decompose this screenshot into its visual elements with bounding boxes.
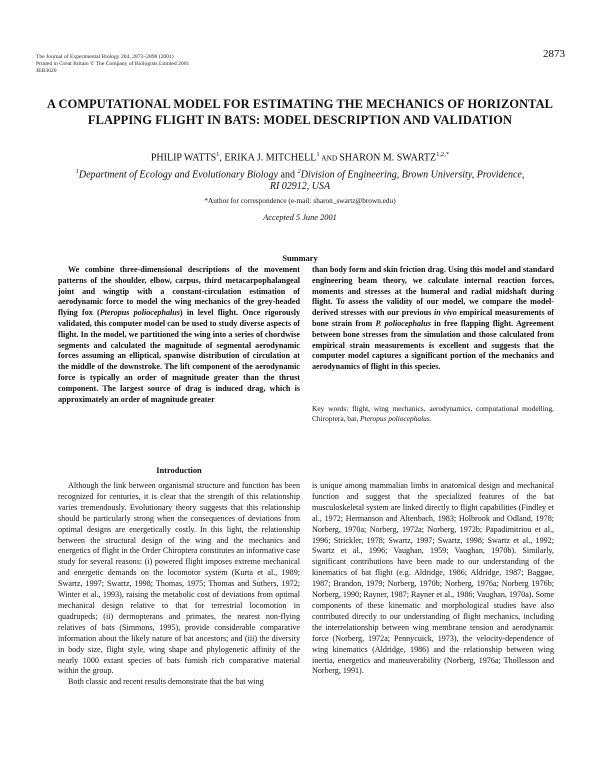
journal-code: JEB3620 — [36, 67, 57, 74]
affiliation-line-1 — [50, 166, 550, 181]
journal-info — [36, 54, 189, 75]
author-list — [40, 151, 560, 163]
summary-right-text-1: than body form and skin friction drag. Using this model and standard engineering beam theory, we calculate internal reaction forces, moments and stresses at the humeral and radial midshaft during flight. To assess the validity of our model, we compare the model-derived stresses with our previous — [312, 265, 554, 318]
keywords — [312, 404, 554, 424]
affiliation-line-2: RI 02912, USA — [269, 181, 331, 193]
summary-heading: Summary — [282, 254, 318, 263]
correspondence-note: *Author for correspondence (e-mail: sharon_swartz@brown.edu) — [204, 196, 396, 205]
journal-citation: The Journal of Experimental Biology 204, 2873–2898 (2001) — [36, 54, 174, 60]
summary-paragraph-right — [312, 265, 554, 373]
affil-and: and — [278, 169, 298, 181]
affiliations — [50, 166, 550, 193]
keywords-text: Key words: flight, wing mechanics, aerodynamics, computational modelling, Chiroptera, bat, — [312, 404, 554, 423]
author-swartz: SHARON M. SWARTZ — [339, 152, 437, 164]
intro-paragraph-2: Both classic and recent results demonstrate that the bat wing — [68, 677, 264, 687]
accepted-date: Accepted 5 June 2001 — [263, 213, 337, 222]
author-separator: , — [219, 152, 225, 164]
intro-paragraph-3: is unique among mammalian limbs in anatomical design and mechanical function and suggest that the specialized features of the bat musculoskeletal system are linked directly to flight capabilities (Findley et al., 1972; Hermanson and Altenbach, 1983; Holbrook and Odland, 1978; Norberg, 1970a; Norberg, 1972a; Norberg, 1972b; Papadimitriou et al., 1996; Strickler, 1978; Swartz, 1997; Swartz, 1998; Swartz et al., 1992; Swartz et al., 1996; Vaughan, 1959; Vaughan, 1970b). Similarly, significant contributions have been made to our understanding of the kinematics of bat flight (e.g. Aldridge, 1986; Aldridge, 1987; Baggøe, 1987; Brandon, 1979; Norberg, 1970b; Norberg, 1976a; Norberg 1976b; Norberg, 1990; Rayner, 1987; Rayner et al., 1986; Vaughan, 1970a). Some components of these kinematic and morphological studies have also contributed directly to our understanding of flight mechanics, including the interrelationship between wing membrane tension and aerodynamic force (Norberg, 1972a; Pennycuick, 1973), the velocity-dependence of wing kinematics (Aldridge, 1986) and the relationship between wing inertia, energetics and maneuverability (Norberg, 1976a; Thollesson and Norberg, 1991). — [312, 481, 554, 676]
introduction-left-column — [58, 481, 300, 688]
summary-right-text-3: in free flapping flight. Agreement between bone stresses from the simulation and those calculated from empirical strain measurements is excellent and suggests that the computer model captures a significant portion of the mechanics and aerodynamics of flight in this species. — [312, 318, 554, 372]
author-swartz-sup: 1,2,* — [436, 151, 450, 158]
keywords-end: . — [429, 414, 432, 423]
affil-dept-2: Division of Engineering, Brown University, Providence, — [300, 169, 525, 181]
paper-title: A COMPUTATIONAL MODEL FOR ESTIMATING THE MECHANICS OF HORIZONTAL FLAPPING FLIGHT IN BATS: MODEL DESCRIPTION AND VALIDATION — [47, 97, 553, 127]
summary-left-text-1: We combine three-dimensional descriptions of the movement patterns of the shoulder, elbow, carpus, third metacarpophalangeal joint and wingtip with a constant-circulation estimation of aerodynamic force to model the wing mechanics of the grey-headed flying fox ( — [58, 265, 300, 318]
species-name: Pteropus poliocephalus — [99, 308, 180, 318]
intro-paragraph-1: Although the link between organismal structure and function has been recognized for centuries, it is clear that the strength of this relationship varies tremendously. Evolutionary theory suggests that this relationship should be particularly strong when the consequences of deviations from optimal designs are energetically costly. In this light, the relationship between the structural design of the wing and the mechanics and energetics of flight in the Order Chiroptera constitutes an informative case study for several reasons: (i) powered flight imposes extreme mechanical and energetic demands on the locomotor system (Kurta et al., 1989; Swartz, 1997; Swartz, 1998; Thomas, 1975; Thomas and Suthers, 1972; Winter et al., 1993), raising the metabolic cost of deviations from optimal mechanical design relative to that for terrestrial locomotion in quadrupeds; (ii) dermopterans and primates, the nearest non-flying relatives of bats (Simmons, 1995), provide considerable comparative information about the likely nature of bat ancestors; and (iii) the diversity in body size, flight style, wing shape and phylogenetic affinity of the nearly 1000 extant species of bats furnish rich comparative material within the group. — [58, 481, 300, 676]
journal-copyright: Printed in Great Britain © The Company of Biologists Limited 2001 — [36, 60, 190, 67]
page-number: 2873 — [543, 48, 565, 60]
summary-left-text-2: ) in level flight. Once rigorously validated, this computer model can be used to study diverse aspects of flight. In the model, we partitioned the wing into a series of chordwise segments and calculated the magnitude of segmental aerodynamic forces assuming an elliptical, spanwise distribution of circulation at the middle of the downstroke. The lift component of the aerodynamic force is typically an order of magnitude greater than the thrust component. The largest source of drag is induced drag, which is approximately an order of magnitude greater — [58, 308, 300, 404]
in-vivo-term: in vivo — [433, 308, 457, 318]
author-and: AND — [319, 153, 340, 163]
affil-sup-1: 1 — [75, 168, 79, 175]
author-watts-sup: 1 — [216, 151, 220, 158]
summary-right-column — [312, 265, 554, 373]
author-mitchell-sup: 1 — [316, 151, 320, 158]
keywords-species: Pteropus poliocephalus — [360, 414, 430, 423]
species-abbrev: P. poliocephalus — [375, 318, 431, 328]
author-mitchell: ERIKA J. MITCHELL — [224, 152, 317, 164]
summary-paragraph-left — [58, 265, 300, 405]
affil-sup-2: 2 — [297, 168, 301, 175]
summary-right-text-2: empirical measurements of bone strain from — [312, 308, 554, 328]
affil-dept-1: Department of Ecology and Evolutionary Biology — [78, 169, 278, 181]
introduction-heading: Introduction — [156, 466, 202, 475]
summary-left-column — [58, 265, 300, 405]
introduction-right-column — [312, 481, 554, 677]
author-watts: PHILIP WATTS — [150, 152, 217, 164]
